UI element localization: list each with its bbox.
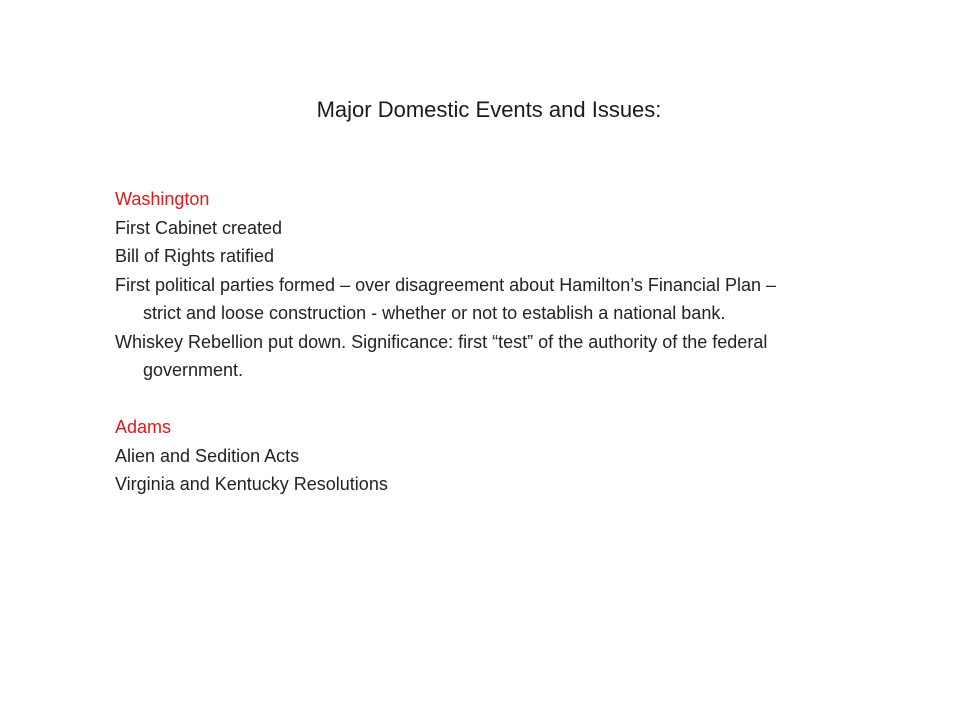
section-spacer bbox=[115, 385, 795, 414]
section-heading-washington: Washington bbox=[115, 189, 210, 209]
slide-title: Major Domestic Events and Issues: bbox=[316, 97, 662, 122]
section-heading-adams: Adams bbox=[115, 417, 172, 437]
list-item: First political parties formed – over disagreement about Hamilton’s Financial Plan – strict and loose construction - whether or not to establish a national bank. bbox=[115, 274, 776, 323]
slide-content bbox=[115, 185, 795, 499]
list-item: Whiskey Rebellion put down. Significance: first “test” of the authority of the federal government. bbox=[115, 331, 768, 380]
list-item: Bill of Rights ratified bbox=[115, 246, 275, 266]
list-item: Alien and Sedition Acts bbox=[115, 445, 300, 466]
list-item: Virginia and Kentucky Resolutions bbox=[115, 474, 388, 494]
list-item: First Cabinet created bbox=[115, 217, 283, 238]
